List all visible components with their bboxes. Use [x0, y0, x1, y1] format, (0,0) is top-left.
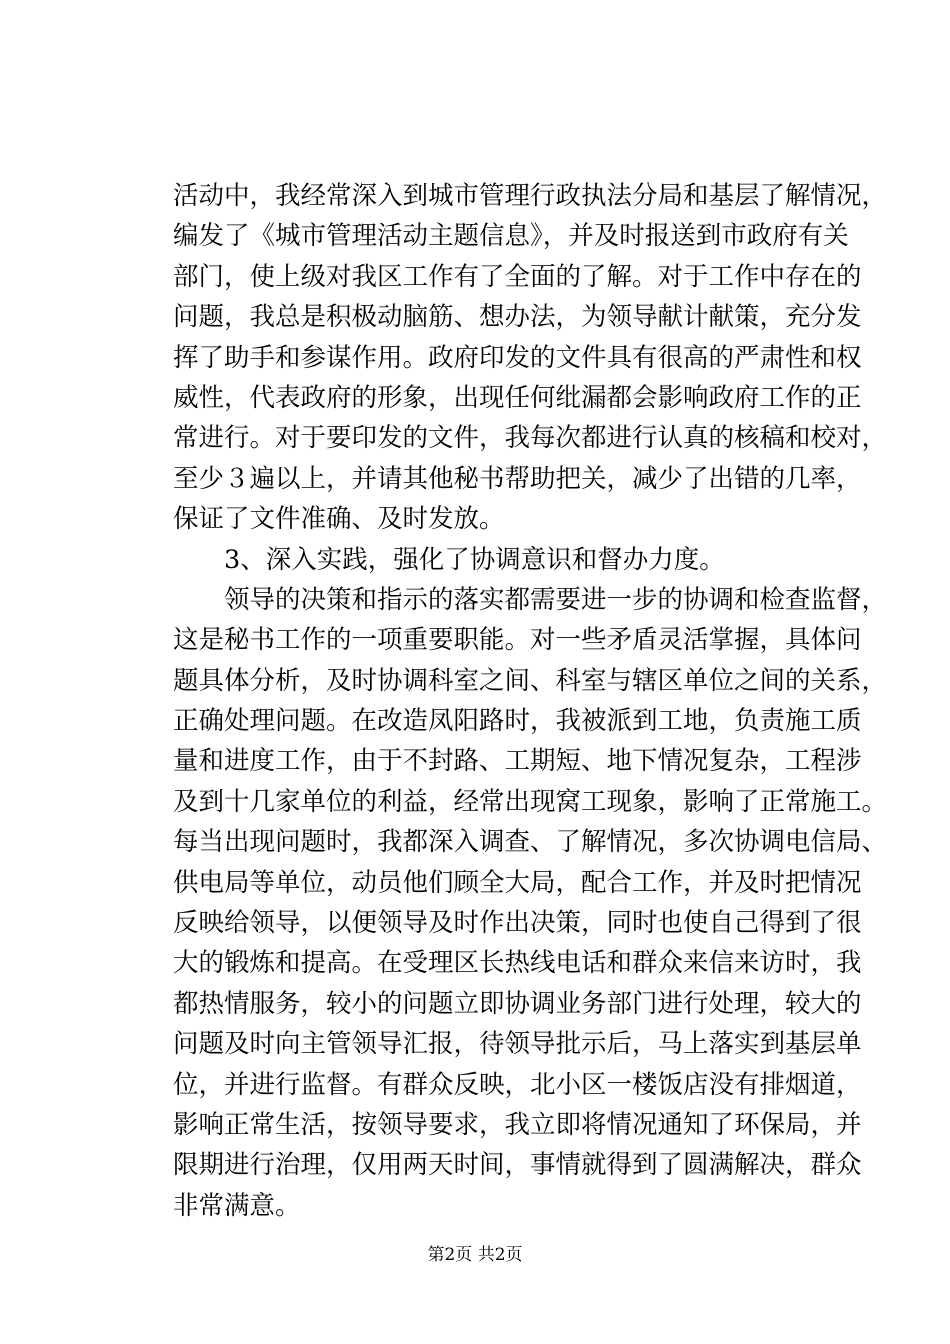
text-line: 问题及时向主管领导汇报，待领导批示后，马上落实到基层单	[173, 1029, 862, 1060]
text-line: 常进行。对于要印发的文件，我每次都进行认真的核稿和校对，	[173, 423, 888, 454]
text-line: 位，并进行监督。有群众反映，北小区一楼饭店没有排烟道，	[173, 1069, 862, 1100]
text-line: 正确处理问题。在改造凤阳路时，我被派到工地，负责施工质	[173, 706, 862, 737]
body-text	[173, 176, 888, 1226]
text-line: 威性，代表政府的形象，出现任何纰漏都会影响政府工作的正	[173, 382, 862, 413]
text-line: 量和进度工作，由于不封路、工期短、地下情况复杂，工程涉	[173, 746, 862, 777]
text-line: 挥了助手和参谋作用。政府印发的文件具有很高的严肃性和权	[173, 342, 862, 373]
text-line: 至少３遍以上，并请其他秘书帮助把关，减少了出错的几率，	[173, 463, 862, 494]
paragraph-start-line: 领导的决策和指示的落实都需要进一步的协调和检查监督，	[173, 584, 888, 615]
text-line: 保证了文件准确、及时发放。	[173, 504, 505, 535]
text-line: 反映给领导，以便领导及时作出决策，同时也使自己得到了很	[173, 908, 862, 939]
section-heading: 3、深入实践，强化了协调意识和督办力度。	[173, 544, 725, 575]
text-line: 编发了《城市管理活动主题信息》，并及时报送到市政府有关	[173, 221, 849, 252]
text-line: 非常满意。	[173, 1190, 301, 1221]
page-number-footer: 第2页 共2页	[427, 1245, 523, 1265]
text-line: 题具体分析，及时协调科室之间、科室与辖区单位之间的关系，	[173, 665, 888, 696]
text-line: 活动中，我经常深入到城市管理行政执法分局和基层了解情况，	[173, 181, 888, 211]
text-line: 都热情服务，较小的问题立即协调业务部门进行处理，较大的	[173, 988, 862, 1019]
text-line: 每当出现问题时，我都深入调查、了解情况，多次协调电信局、	[173, 827, 888, 858]
text-line: 这是秘书工作的一项重要职能。对一些矛盾灵活掌握，具体问	[173, 625, 862, 656]
text-line: 限期进行治理，仅用两天时间，事情就得到了圆满解决，群众	[173, 1150, 862, 1181]
text-line: 部门，使上级对我区工作有了全面的了解。对于工作中存在的	[173, 261, 862, 292]
text-line: 大的锻炼和提高。在受理区长热线电话和群众来信来访时，我	[173, 948, 862, 979]
text-line: 及到十几家单位的利益，经常出现窝工现象，影响了正常施工。	[173, 786, 888, 817]
text-line: 供电局等单位，动员他们顾全大局，配合工作，并及时把情况	[173, 867, 862, 898]
text-line: 影响正常生活，按领导要求，我立即将情况通知了环保局，并	[173, 1109, 862, 1140]
text-line: 问题，我总是积极动脑筋、想办法，为领导献计献策，充分发	[173, 302, 862, 333]
